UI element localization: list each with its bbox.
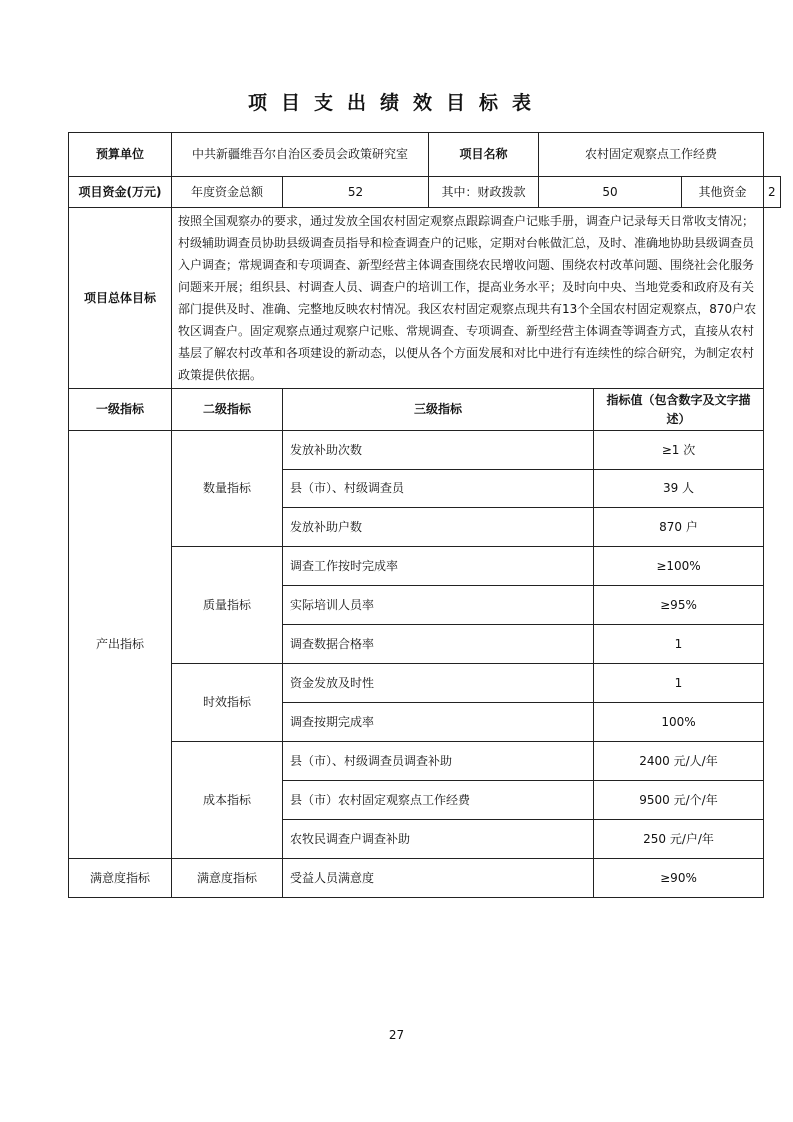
table-row [69,547,781,586]
indicator-name: 发放补助次数 [283,431,594,470]
indicator-value: 250 元/户/年 [594,820,764,859]
indicator-value: ≥95% [594,586,764,625]
page-title: 项目支出绩效目标表 [247,92,545,114]
performance-table [68,132,781,898]
indicator-value: 39 人 [594,470,764,508]
indicator-name: 县（市）农村固定观察点工作经费 [283,781,594,820]
goal-row [69,208,781,389]
indicator-name: 农牧民调查户调查补助 [283,820,594,859]
indicator-name: 县（市）、村级调查员调查补助 [283,742,594,781]
indicator-name: 发放补助户数 [283,508,594,547]
fiscal-funds-label: 其中：财政拨款 [429,177,539,208]
satisfaction-label: 满意度指标 [69,859,172,898]
funds-row [69,177,781,208]
indicator-value: ≥1 次 [594,431,764,470]
indicator-name: 资金发放及时性 [283,664,594,703]
goal-text: 按照全国观察办的要求，通过发放全国农村固定观察点跟踪调查户记账手册，调查户记录每天日常收支情况；村级辅助调查员协助县级调查员指导和检查调查户的记账，定期对台帐做汇总，及时、准确地协助县级调查员入户调查；常规调查和专项调查、新型经营主体调查围绕农民增收问题、围绕农村改革问题、围绕社会化服务问题来开展；组织县、村调查人员、调查户的培训工作，提高业务水平；及时向中央、当地党委和政府及有关部门提供及时、准确、完整地反映农村情况。我区农村固定观察点现共有13个全国农村固定观察点，870户农牧区调查户。固定观察点通过观察户记账、常规调查、专项调查、新型经营主体调查等调查方式，直接从农村基层了解农村改革和各项建设的新动态，以便从各个方面发展和对比中进行有连续性的综合研究，为制定农村政策提供依据。 [172,208,764,389]
group-label: 数量指标 [172,431,283,547]
indicator-value: 100% [594,703,764,742]
project-name-label: 项目名称 [429,133,539,177]
indicator-name: 实际培训人员率 [283,586,594,625]
total-funds-value: 52 [283,177,429,208]
column-header-row [69,389,781,431]
indicator-value: 1 [594,664,764,703]
satisfaction-name: 受益人员满意度 [283,859,594,898]
budget-unit-label: 预算单位 [69,133,172,177]
col-level1: 一级指标 [69,389,172,431]
satisfaction-sub-label: 满意度指标 [172,859,283,898]
col-level3: 三级指标 [283,389,594,431]
group-label: 质量指标 [172,547,283,664]
table-row [69,664,781,703]
col-value: 指标值（包含数字及文字描述） [594,389,764,431]
indicator-value: 9500 元/个/年 [594,781,764,820]
page-number: 27 [388,1028,405,1042]
indicator-value: ≥100% [594,547,764,586]
indicator-value: 1 [594,625,764,664]
satisfaction-row [69,859,781,898]
indicator-name: 调查数据合格率 [283,625,594,664]
satisfaction-value: ≥90% [594,859,764,898]
table-row [69,742,781,781]
total-funds-label: 年度资金总额 [172,177,283,208]
indicator-name: 县（市）、村级调查员 [283,470,594,508]
other-funds-label: 其他资金 [698,184,747,199]
output-label: 产出指标 [69,431,172,859]
other-funds-cell [682,177,764,208]
project-name-value: 农村固定观察点工作经费 [539,133,764,177]
group-label: 时效指标 [172,664,283,742]
goal-label: 项目总体目标 [69,208,172,389]
budget-unit-row [69,133,781,177]
indicator-value: 870 户 [594,508,764,547]
other-funds-value: 2 [764,177,781,208]
indicator-name: 调查按期完成率 [283,703,594,742]
group-label: 成本指标 [172,742,283,859]
funds-label: 项目资金(万元) [69,177,172,208]
indicator-value: 2400 元/人/年 [594,742,764,781]
fiscal-funds-value: 50 [539,177,682,208]
indicator-name: 调查工作按时完成率 [283,547,594,586]
budget-unit-value: 中共新疆维吾尔自治区委员会政策研究室 [172,133,429,177]
table-row [69,431,781,470]
col-level2: 二级指标 [172,389,283,431]
